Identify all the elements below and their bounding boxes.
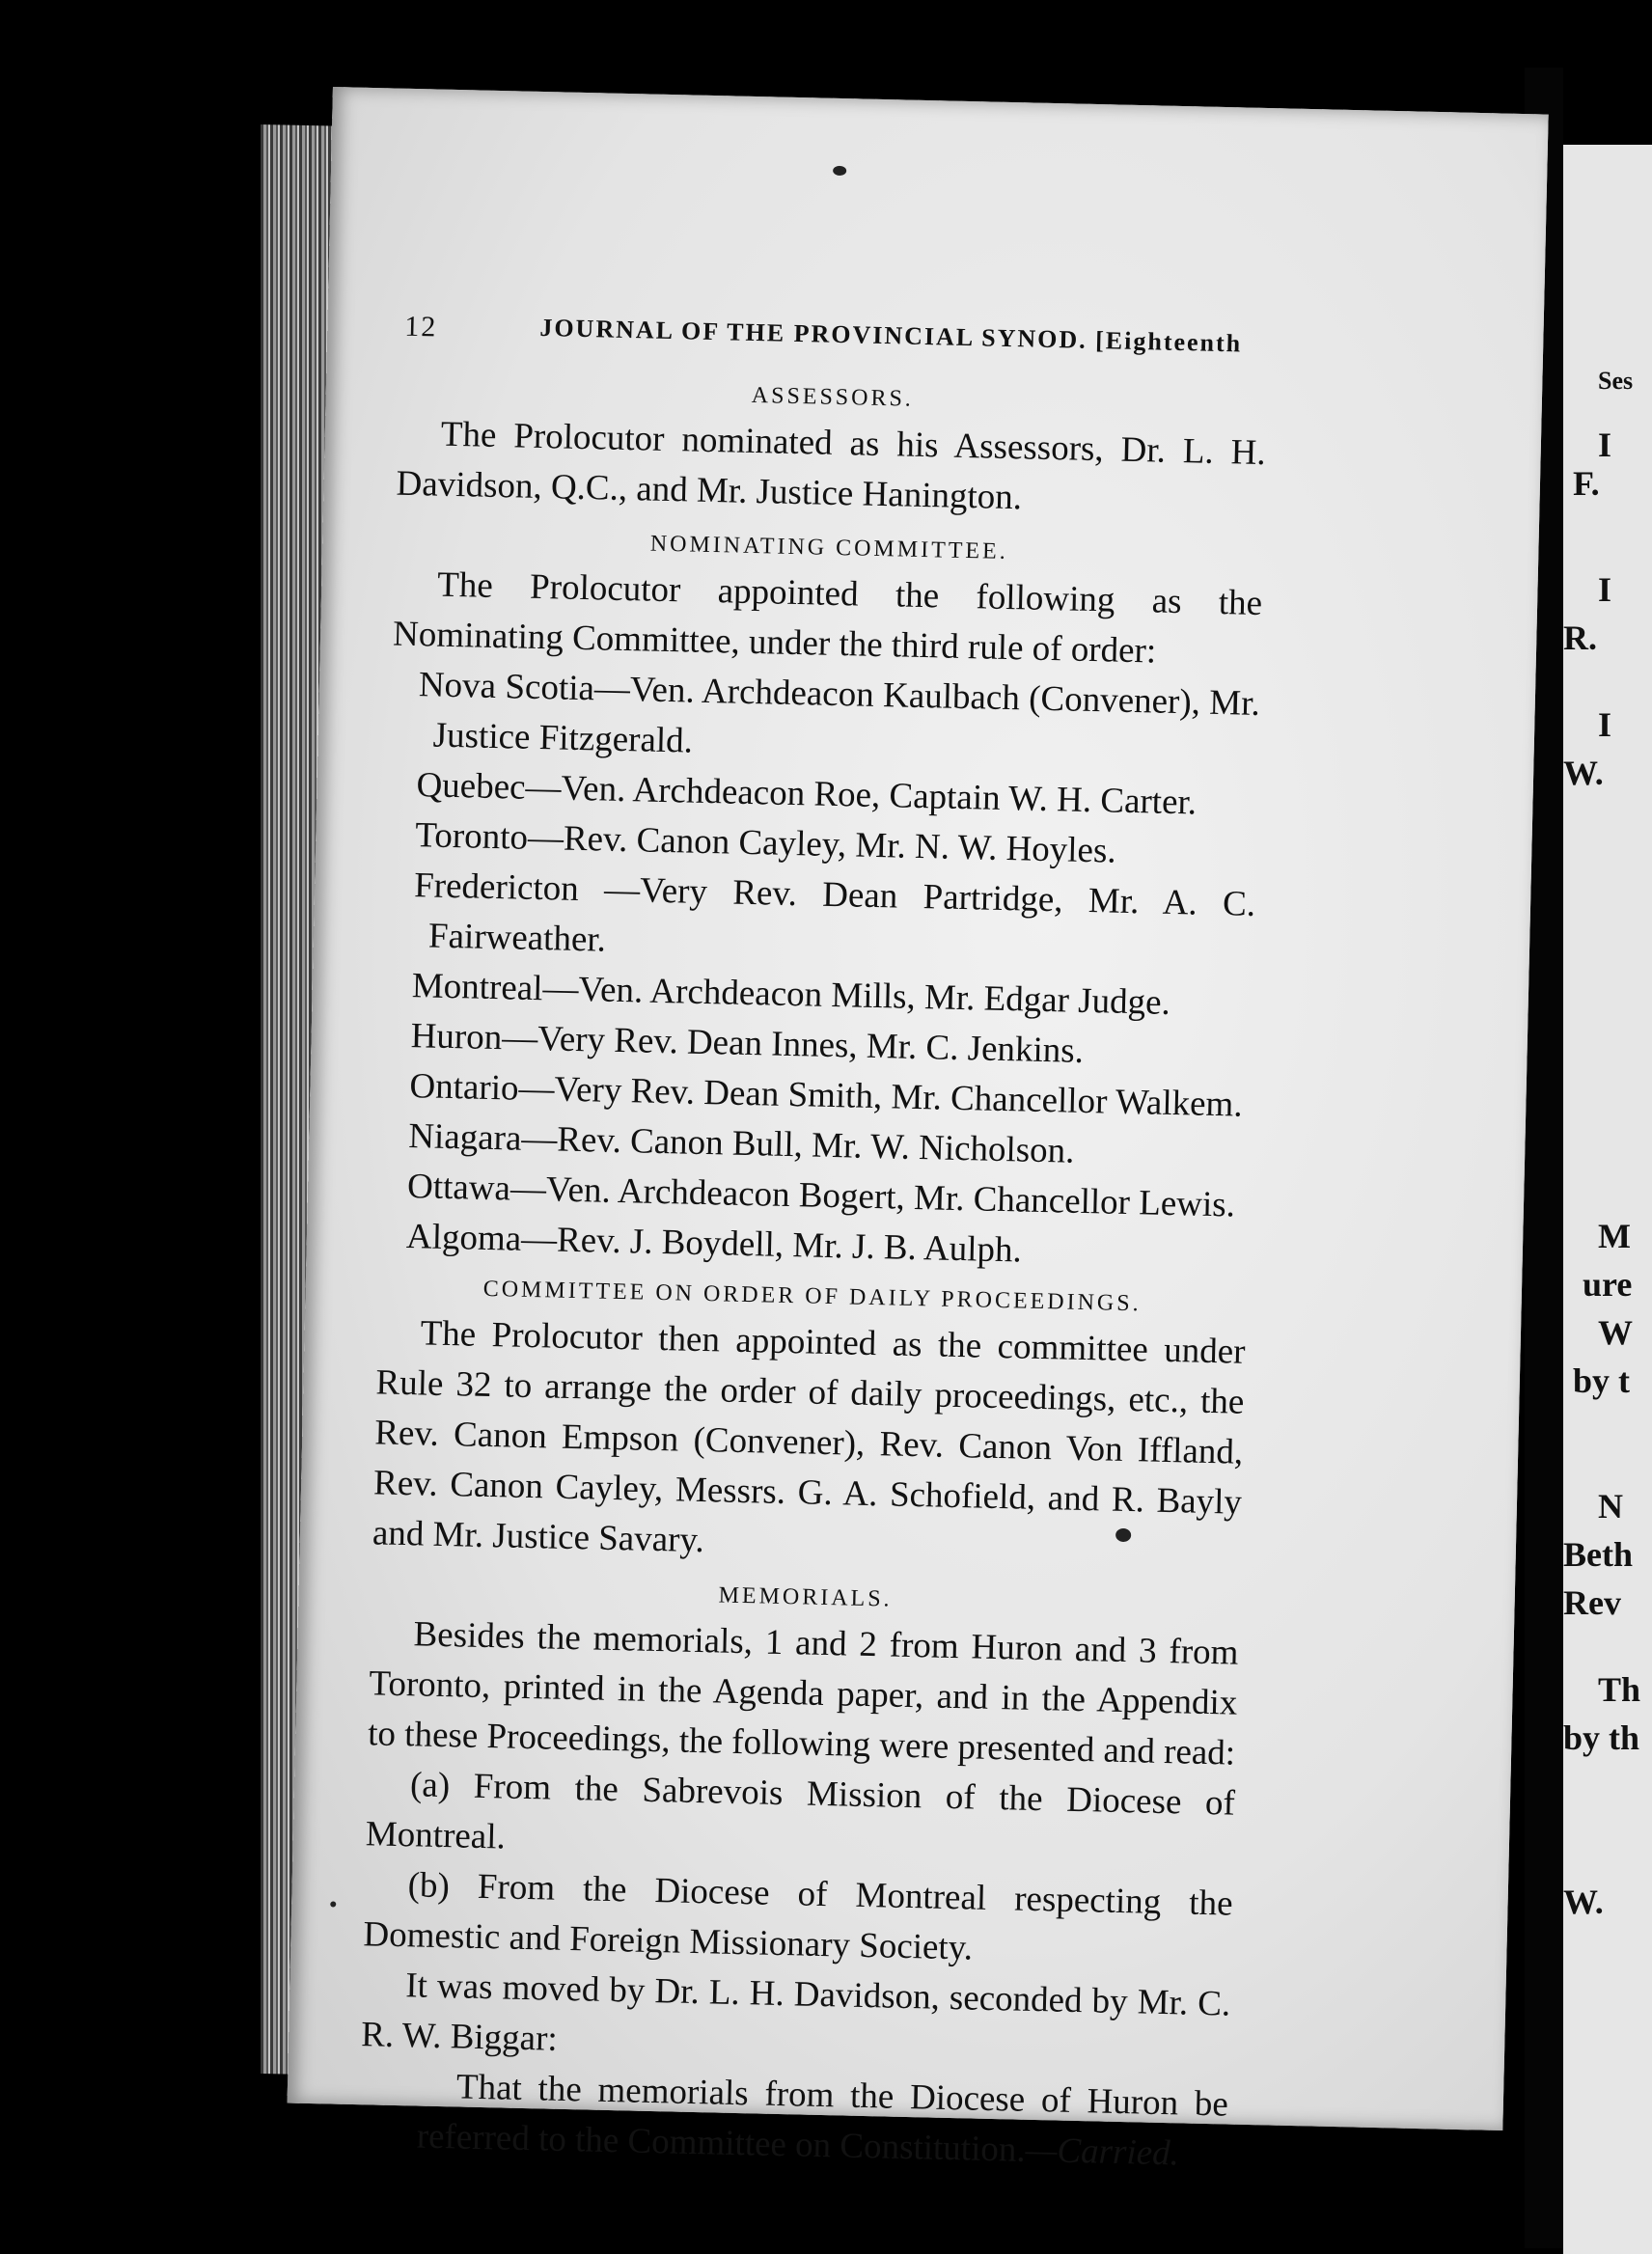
memorial-item-b: (b) From the Diocese of Montreal respecting the Domestic and Foreign Missionary Society.	[363, 1865, 1233, 1968]
journal-title	[539, 314, 1242, 359]
resolution-text: That the memorials from the Diocese of Huron be referred to the Committee on Constitution.	[416, 2067, 1229, 2170]
page-content	[358, 369, 1267, 2181]
member-entry: Quebec—Ven. Archdeacon Roe, Captain W. H. Carter.	[416, 765, 1198, 823]
facing-fragment: Th	[1598, 1670, 1641, 1709]
session-label: [Eighteenth	[1094, 325, 1243, 358]
facing-fragment: ure	[1583, 1265, 1633, 1304]
nominating-members	[378, 660, 1260, 1281]
member-entry: Niagara—Rev. Canon Bull, Mr. W. Nicholson.	[407, 1116, 1075, 1171]
facing-fragment: by th	[1563, 1718, 1640, 1757]
facing-fragment: Ses	[1598, 367, 1634, 395]
facing-fragment: I	[1598, 705, 1612, 744]
facing-fragment: W	[1598, 1313, 1633, 1352]
motion-paragraph: It was moved by Dr. L. H. Davidson, seconded by Mr. C. R. W. Biggar:	[360, 1965, 1231, 2059]
member-entry: Montreal—Ven. Archdeacon Mills, Mr. Edgar Judge.	[411, 966, 1171, 1023]
document-page	[288, 87, 1549, 2174]
member-entry: Toronto—Rev. Canon Cayley, Mr. N. W. Hoyles.	[414, 815, 1117, 871]
facing-fragment: W.	[1563, 1883, 1604, 1921]
memorials-intro: Besides the memorials, 1 and 2 from Huron and 3 from Toronto, printed in the Agenda paper, and in the Appendix to these Proceedings, the following were presented and read:	[367, 1614, 1239, 1773]
facing-fragment: I	[1598, 426, 1612, 464]
facing-page	[1563, 145, 1652, 2254]
section-heading-assessors: ASSESSORS.	[751, 382, 915, 412]
facing-fragment: M	[1598, 1217, 1631, 1255]
section-heading-nominating: NOMINATING COMMITTEE.	[649, 531, 1009, 564]
member-entry: Nova Scotia—Ven. Archdeacon Kaulbach (Convener), Mr. Justice Fitzgerald.	[418, 665, 1261, 761]
running-head	[372, 310, 1505, 358]
daily-proceedings-paragraph: The Prolocutor then appointed as the committee under Rule 32 to arrange the order of daily proceedings, etc., the Rev. Canon Empson (Convener), Rev. Canon Von Iffland, Rev. Canon Cayley, Messrs. G. A. Schofield, and R. Bayly and Mr. Justice Savary.	[372, 1313, 1246, 1561]
section-heading-memorials: MEMORIALS.	[718, 1582, 893, 1612]
scan-speck	[330, 1901, 336, 1907]
page-number: 12	[404, 310, 438, 344]
member-entry: Fredericton —Very Rev. Dean Partridge, Mr. A. C. Fairweather.	[413, 866, 1256, 960]
journal-title-text: JOURNAL OF THE PROVINCIAL SYNOD.	[539, 313, 1088, 354]
facing-fragment: I	[1598, 570, 1612, 609]
member-entry: Huron—Very Rev. Dean Innes, Mr. C. Jenkins.	[410, 1016, 1085, 1071]
facing-fragment: R.	[1563, 618, 1597, 657]
facing-fragment: Beth	[1563, 1535, 1633, 1574]
section-heading-daily-proceedings: COMMITTEE ON ORDER OF DAILY PROCEEDINGS.	[482, 1276, 1142, 1317]
scan-speck	[833, 166, 846, 176]
member-entry: Algoma—Rev. J. Boydell, Mr. J. B. Aulph.	[405, 1217, 1023, 1271]
facing-fragment: N	[1598, 1487, 1623, 1526]
memorial-item-a: (a) From the Sabrevois Mission of the Diocese of Montreal.	[365, 1765, 1236, 1857]
facing-fragment: by t	[1573, 1361, 1631, 1400]
resolution-paragraph	[358, 2060, 1228, 2180]
assessors-paragraph: The Prolocutor nominated as his Assessors, Dr. L. H. Davidson, Q.C., and Mr. Justice Hanington.	[396, 414, 1267, 518]
member-entry: Ottawa—Ven. Archdeacon Bogert, Mr. Chancellor Lewis.	[406, 1167, 1236, 1225]
facing-fragment: Rev	[1563, 1583, 1621, 1622]
member-entry: Ontario—Very Rev. Dean Smith, Mr. Chancellor Walkem.	[409, 1066, 1244, 1125]
facing-fragment: F.	[1573, 464, 1600, 503]
nominating-intro: The Prolocutor appointed the following as the Nominating Committee, under the third rule of order:	[392, 564, 1263, 672]
resolution-result: —Carried.	[1025, 2130, 1180, 2174]
facing-fragment: W.	[1563, 754, 1604, 792]
